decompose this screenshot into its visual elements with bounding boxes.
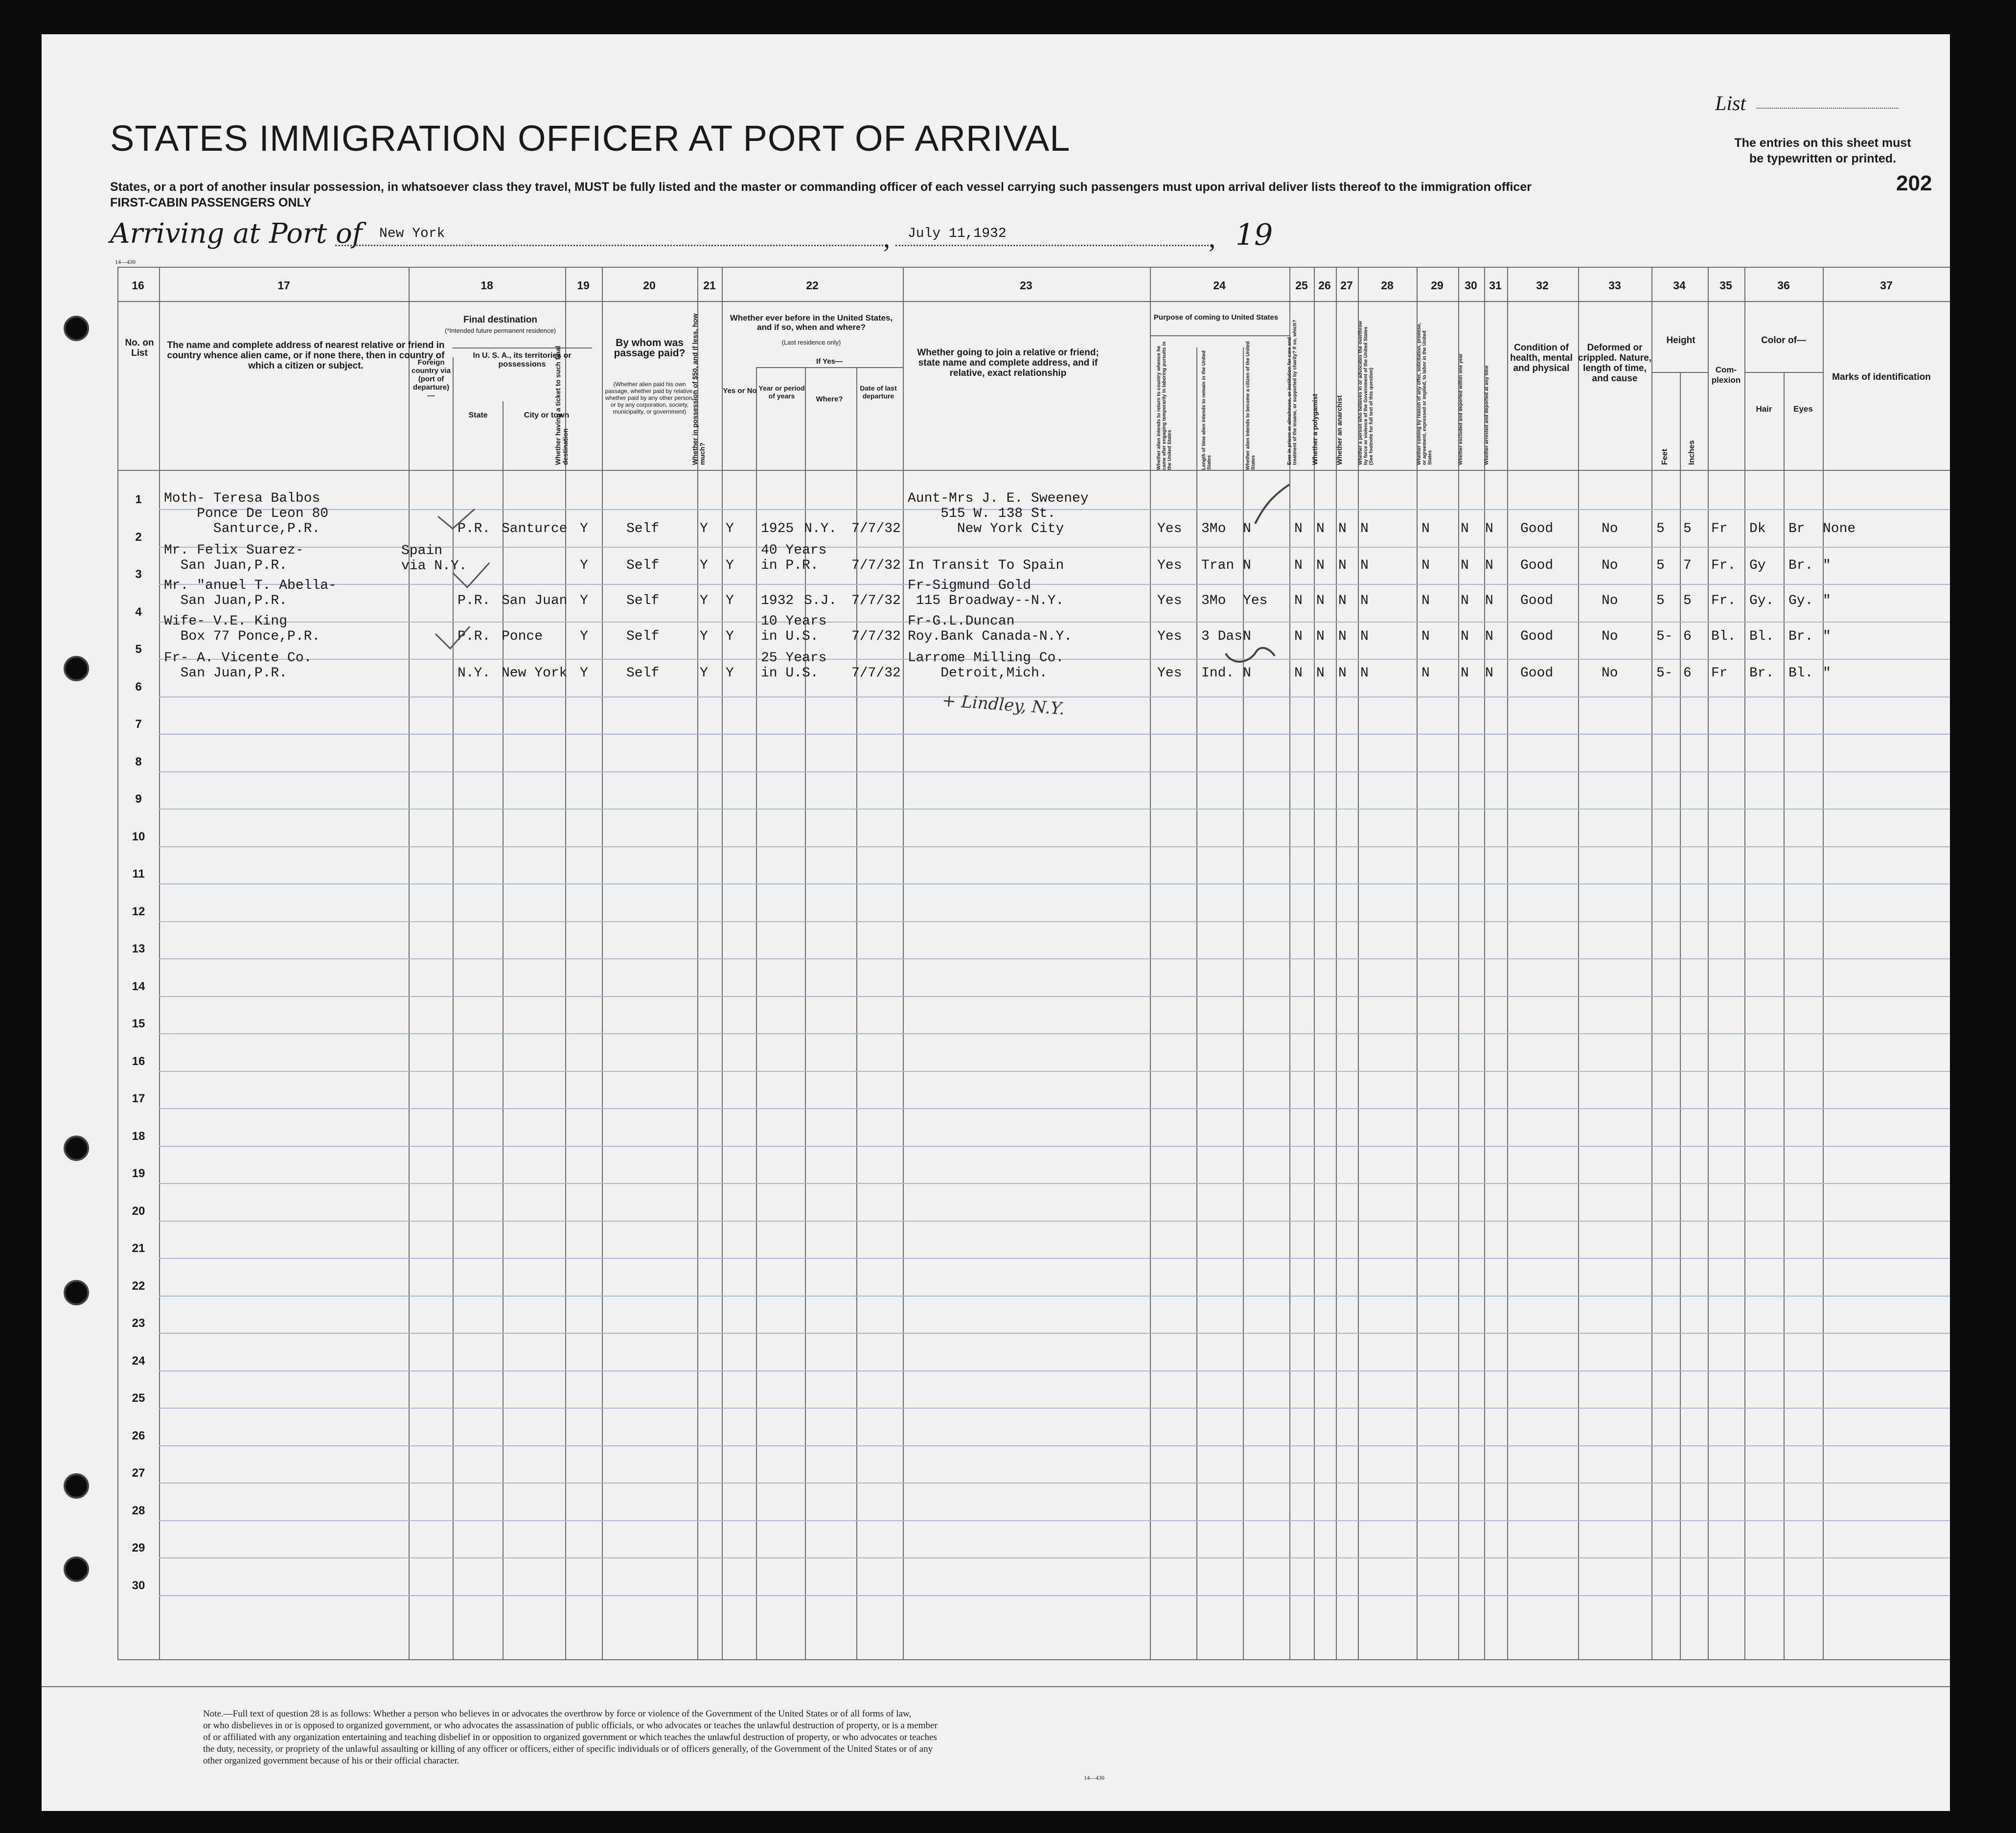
row-number: 4	[135, 605, 142, 619]
col17-header: The name and complete address of nearest relative or friend in country whence alien came, or if none there, then in country of which a citizen or subject.	[167, 340, 445, 371]
purpose-length: 3Mo	[1201, 521, 1226, 536]
deformed: No	[1602, 666, 1618, 681]
handwritten-note: + Lindley, N.Y.	[941, 691, 1066, 719]
anarchist: N	[1338, 593, 1347, 608]
row-rule	[159, 1108, 1950, 1109]
contract-labor: N	[1421, 558, 1430, 573]
row-rule	[159, 996, 1950, 997]
contract-labor: N	[1421, 666, 1430, 681]
complexion: Fr	[1711, 666, 1728, 681]
last-departure: 7/7/32	[851, 521, 901, 536]
column-number: 29	[1431, 279, 1443, 292]
class-label: FIRST-CABIN PASSENGERS ONLY	[110, 196, 312, 209]
before-year: in U.S.	[761, 666, 819, 681]
punch-hole	[64, 316, 89, 341]
row-rule	[159, 809, 1950, 810]
last-departure: 7/7/32	[851, 629, 901, 644]
col36-title: Color of—	[1761, 335, 1806, 346]
col24-title: Purpose of coming to United States	[1153, 313, 1279, 322]
overthrow: N	[1360, 629, 1369, 644]
col22-year-header: Year or period of years	[758, 384, 805, 400]
health: Good	[1520, 593, 1554, 608]
row-number: 11	[132, 867, 145, 881]
manifest-sheet	[42, 34, 1950, 1811]
excluded: N	[1461, 521, 1469, 536]
money: Y	[700, 629, 708, 644]
row-number: 12	[132, 905, 145, 918]
row-number: 2	[135, 530, 142, 544]
row-number: 5	[135, 643, 142, 656]
row-number: 1	[135, 493, 142, 506]
col22-ifyes: If Yes—	[816, 357, 843, 366]
column-number: 22	[806, 279, 819, 292]
form-number: 14—430	[115, 258, 136, 265]
money: Y	[700, 558, 708, 573]
row-number: 30	[132, 1578, 145, 1592]
eye-color: Bl.	[1788, 666, 1813, 681]
height-inches: 5	[1683, 521, 1692, 536]
height-feet: 5	[1656, 558, 1665, 573]
before-year: 25 Years	[761, 650, 827, 666]
overthrow: N	[1360, 558, 1369, 573]
relative-address: San Juan,P.R.	[164, 593, 288, 608]
punch-hole	[64, 1473, 89, 1499]
col26-header: Whether a polygamist	[1311, 394, 1319, 465]
purpose-citizen: N	[1243, 666, 1251, 681]
year-label: 19	[1236, 218, 1273, 252]
hair-color: Gy.	[1749, 593, 1774, 608]
row-number: 25	[132, 1392, 145, 1405]
column-number: 28	[1381, 279, 1394, 292]
column-number: 33	[1608, 279, 1621, 292]
column-number: 19	[577, 279, 590, 292]
col34-inches-header: Inches	[1688, 440, 1696, 465]
row-rule	[159, 1595, 1950, 1596]
purpose-return: Yes	[1157, 629, 1182, 644]
purpose-return: Yes	[1157, 666, 1182, 681]
col29-header: Whether coming by reason of any offer, solicitation, promise, or agreement, expressed or implied, to labor in the United States	[1417, 323, 1433, 465]
row-number: 7	[135, 718, 142, 731]
foreign-port: via N.Y.	[401, 558, 467, 574]
column-number: 17	[277, 279, 290, 292]
column-number: 24	[1213, 279, 1226, 292]
column-number: 16	[132, 279, 144, 292]
before-where: S.J.	[804, 593, 837, 608]
overthrow: N	[1360, 666, 1369, 681]
column-number: 27	[1340, 279, 1353, 292]
excluded: N	[1461, 593, 1469, 608]
purpose-citizen: N	[1243, 629, 1251, 644]
before-where: N.Y.	[804, 521, 837, 536]
before-year: 40 Years	[761, 543, 827, 558]
col30-header: Whether excluded and deported within one year	[1458, 353, 1464, 465]
row-number: 18	[132, 1129, 145, 1143]
paid-by: Self	[626, 521, 660, 536]
col18-state-header: State	[468, 411, 488, 419]
health: Good	[1520, 521, 1554, 536]
col20-title: By whom was passage paid?	[614, 337, 686, 359]
foreign-port: Spain	[401, 543, 443, 558]
row-number: 28	[132, 1504, 145, 1517]
col22-subtitle: (Last residence only)	[781, 339, 841, 346]
column-number: 18	[481, 279, 493, 292]
row-rule	[159, 1557, 1950, 1558]
health: Good	[1520, 558, 1554, 573]
row-rule	[159, 1071, 1950, 1072]
row-rule	[159, 1445, 1950, 1446]
row-number: 6	[135, 680, 142, 694]
table-bottom-rule	[117, 1659, 1950, 1660]
row-rule	[159, 883, 1950, 884]
dest-city: San Juan	[502, 593, 568, 608]
money: Y	[700, 521, 708, 536]
col22-date-header: Date of last departure	[860, 384, 897, 400]
health: Good	[1520, 629, 1554, 644]
relative-address: Ponce De Leon 80	[164, 506, 329, 521]
list-label: List	[1715, 93, 1746, 115]
col18-city-header: City or town	[524, 411, 570, 419]
row-rule	[159, 1520, 1950, 1521]
row-number: 27	[132, 1466, 145, 1480]
row-number: 19	[132, 1167, 145, 1180]
joining-relative: 515 W. 138 St.	[908, 506, 1056, 521]
col37-header: Marks of identification	[1832, 372, 1931, 382]
col24-return-header: Whether alien intends to return to country whence he came after engaging temporarily in laboring pursuits in the United States	[1156, 341, 1172, 470]
height-inches: 6	[1683, 666, 1692, 681]
col32-header: Condition of health, mental and physical	[1510, 343, 1573, 373]
joining-relative: Roy.Bank Canada-N.Y.	[908, 629, 1073, 644]
dest-city: Ponce	[502, 629, 543, 644]
before-year: 10 Years	[761, 614, 827, 629]
row-number: 10	[132, 830, 145, 843]
deported: N	[1485, 521, 1493, 536]
height-feet: 5	[1656, 593, 1665, 608]
purpose-citizen: N	[1243, 558, 1251, 573]
footnote: Note.—Full text of question 28 is as follows: Whether a person who believes in or advocates the overthrow by force or violence of the Government of the United States or of all forms of law, or who disbelieves in or is opposed to organized government, or who advocates the assassination of public officials, or who advocates or teaches the unlawful destruction of property, or is a member of or affiliated with any organization entertaining and teaching disbelief in or opposition to organized government or which teaches the unlawful destruction of property, or who advocates or teaches the duty, necessity, or propriety of the unlawful assaulting or killing of any officer or officers, either of specific individuals or of officers generally, of the Government of the United States or of any other organized government because of his or their official character.	[203, 1709, 938, 1766]
money: Y	[700, 593, 708, 608]
row-number: 24	[132, 1354, 145, 1368]
column-number: 35	[1719, 279, 1732, 292]
before-yes-no: Y	[726, 558, 734, 573]
row-number: 14	[132, 979, 145, 993]
col20-note: (Whether alien paid his own passage, whether paid by relative, whether paid by any other person, or by any corporation, society, municipality, or government)	[605, 381, 694, 415]
prison: N	[1294, 558, 1303, 573]
paid-by: Self	[626, 593, 660, 608]
punch-hole	[64, 656, 89, 681]
relative-address: Fr- A. Vicente Co.	[164, 650, 312, 666]
row-rule	[159, 958, 1950, 959]
paid-by: Self	[626, 558, 660, 573]
row-number: 15	[132, 1017, 145, 1030]
date-value: July 11,1932	[908, 226, 1007, 241]
col19-header: Whether having a ticket to such final destination	[554, 346, 569, 465]
complexion: Bl.	[1711, 629, 1736, 644]
row-rule	[159, 1483, 1950, 1484]
paid-by: Self	[626, 629, 660, 644]
row-rule	[159, 1370, 1950, 1371]
col36-hair-header: Hair	[1756, 404, 1772, 414]
joining-relative: Aunt-Mrs J. E. Sweeney	[908, 491, 1089, 506]
contract-labor: N	[1421, 521, 1430, 536]
deformed: No	[1602, 521, 1618, 536]
deported: N	[1485, 558, 1493, 573]
dest-city: Santurce	[502, 521, 568, 536]
column-number: 23	[1020, 279, 1032, 292]
row-rule	[159, 1333, 1950, 1334]
anarchist: N	[1338, 666, 1347, 681]
marks-identification: None	[1823, 521, 1856, 536]
footer-divider	[42, 1686, 1950, 1687]
paid-by: Self	[626, 666, 660, 681]
deformed: No	[1602, 558, 1618, 573]
col18-title: Final destination	[463, 315, 537, 325]
column-number: 21	[703, 279, 716, 292]
marks-identification: "	[1823, 629, 1831, 644]
row-rule	[159, 1296, 1950, 1297]
col28-header: Whether a person who believes in or advocates the overthrow by force or violence of the Government of the United States (See footnote for full text of this question)	[1358, 321, 1374, 465]
purpose-return: Yes	[1157, 521, 1182, 536]
ticket: Y	[580, 629, 588, 644]
before-year: in P.R.	[761, 558, 819, 573]
marks-identification: "	[1823, 593, 1831, 608]
row-number: 13	[132, 942, 145, 955]
anarchist: N	[1338, 521, 1347, 536]
deformed: No	[1602, 629, 1618, 644]
before-year: in U.S.	[761, 629, 819, 644]
row-rule	[159, 1146, 1950, 1147]
instruction-text: States, or a port of another insular possession, in whatsoever class they travel, MUST be fully listed and the master or commanding officer of each vessel carrying such passengers must upon arrival deliver lists thereof to the immigration officer	[110, 180, 1532, 194]
port-value: New York	[379, 226, 445, 241]
last-departure: 7/7/32	[851, 666, 901, 681]
money: Y	[700, 666, 708, 681]
column-number: 32	[1536, 279, 1549, 292]
purpose-length: 3 Das	[1201, 629, 1243, 644]
prison: N	[1294, 629, 1303, 644]
punch-hole	[64, 1280, 89, 1305]
col31-header: Whether arrested and deported at any time	[1484, 365, 1489, 465]
comma-2: ,	[1209, 223, 1215, 254]
column-number: 36	[1777, 279, 1790, 292]
page-number: 202	[1896, 171, 1932, 195]
col36-eyes-header: Eyes	[1793, 404, 1813, 414]
relative-address: San Juan,P.R.	[164, 558, 288, 573]
marks-identification: "	[1823, 666, 1831, 681]
col22-where-header: Where?	[816, 395, 843, 403]
ticket: Y	[580, 558, 588, 573]
before-year: 1932	[761, 593, 794, 608]
hair-color: Br.	[1749, 666, 1774, 681]
row-number: 26	[132, 1429, 145, 1442]
joining-relative: Detroit,Mich.	[908, 666, 1048, 681]
height-inches: 6	[1683, 629, 1692, 644]
before-year: 1925	[761, 521, 794, 536]
dest-city: New York	[502, 666, 568, 681]
purpose-return: Yes	[1157, 558, 1182, 573]
column-number: 26	[1318, 279, 1331, 292]
complexion: Fr.	[1711, 593, 1736, 608]
relative-address: Santurce,P.R.	[164, 521, 321, 536]
dest-state: P.R.	[458, 593, 491, 608]
relative-address: Box 77 Ponce,P.R.	[164, 629, 321, 644]
col34-feet-header: Feet	[1661, 449, 1669, 465]
dest-state: P.R.	[458, 629, 491, 644]
marks-identification: "	[1823, 558, 1831, 573]
comma-1: ,	[883, 223, 890, 254]
col33-header: Deformed or crippled. Nature, length of time, and cause	[1578, 343, 1651, 384]
joining-relative: Fr-Sigmund Gold	[908, 578, 1031, 593]
prison: N	[1294, 593, 1303, 608]
col21-header: Whether in possession of $50, and if less, how much?	[691, 313, 706, 465]
column-number: 30	[1465, 279, 1477, 292]
row-rule	[159, 1033, 1950, 1034]
hair-color: Dk	[1749, 521, 1766, 536]
ticket: Y	[580, 593, 588, 608]
arriving-label: Arriving at Port of	[110, 218, 363, 250]
relative-address: Wife- V.E. King	[164, 614, 288, 629]
overthrow: N	[1360, 593, 1369, 608]
complexion: Fr	[1711, 521, 1728, 536]
row-number: 23	[132, 1317, 145, 1330]
last-departure: 7/7/32	[851, 558, 901, 573]
joining-relative: Larrome Milling Co.	[908, 650, 1064, 666]
row-number: 3	[135, 568, 142, 581]
pencil-checkmarks	[42, 34, 1950, 744]
col18-subtitle: (*Intended future permanent residence)	[445, 327, 556, 334]
polygamist: N	[1316, 593, 1325, 608]
height-inches: 7	[1683, 558, 1692, 573]
prison: N	[1294, 666, 1303, 681]
column-number: 34	[1673, 279, 1686, 292]
hair-color: Gy	[1749, 558, 1766, 573]
col22-yesno-header: Yes or No	[723, 387, 757, 395]
column-number: 31	[1489, 279, 1502, 292]
col22-title: Whether ever before in the United States, and if so, when and where?	[730, 313, 893, 332]
prison: N	[1294, 521, 1303, 536]
relative-address: Moth- Teresa Balbos	[164, 491, 321, 506]
excluded: N	[1461, 666, 1469, 681]
typewritten-note: The entries on this sheet must be typewritten or printed.	[1734, 136, 1911, 165]
row-rule	[159, 771, 1950, 772]
purpose-length: Ind.	[1201, 666, 1235, 681]
col18-usa-header: In U. S. A., its territories or possessions	[473, 351, 572, 369]
purpose-length: Tran	[1201, 558, 1235, 573]
col24-length-header: Length of time alien intends to remain in the United States	[1201, 350, 1212, 470]
row-rule	[159, 921, 1950, 922]
ticket: Y	[580, 666, 588, 681]
excluded: N	[1461, 629, 1469, 644]
column-number: 37	[1880, 279, 1893, 292]
eye-color: Br.	[1788, 558, 1813, 573]
height-inches: 5	[1683, 593, 1692, 608]
col34-title: Height	[1666, 335, 1695, 346]
row-number: 9	[135, 792, 142, 806]
dest-state: P.R.	[458, 521, 491, 536]
col27-header: Whether an anarchist	[1335, 395, 1343, 465]
row-number: 16	[132, 1054, 145, 1068]
page-title: STATES IMMIGRATION OFFICER AT PORT OF ARRIVAL	[110, 118, 1071, 159]
health: Good	[1520, 666, 1554, 681]
row-number: 21	[132, 1242, 145, 1255]
dest-state: N.Y.	[458, 666, 491, 681]
complexion: Fr.	[1711, 558, 1736, 573]
row-number: 20	[132, 1204, 145, 1218]
col24-citizen-header: Whether alien intends to become a citizen of the United States	[1245, 341, 1256, 470]
eye-color: Br.	[1788, 629, 1813, 644]
purpose-length: 3Mo	[1201, 593, 1226, 608]
punch-hole	[64, 1136, 89, 1161]
joining-relative: New York City	[908, 521, 1064, 536]
contract-labor: N	[1421, 593, 1430, 608]
height-feet: 5-	[1656, 666, 1673, 681]
row-rule	[159, 846, 1950, 847]
col23-header: Whether going to join a relative or friend; state name and complete address, and if relative, exact relationship	[917, 348, 1099, 378]
col18-foreign-header: Foreign country via (port of departure)—	[411, 358, 451, 400]
joining-relative: Fr-G.L.Duncan	[908, 614, 1015, 629]
row-rule	[159, 1408, 1950, 1409]
contract-labor: N	[1421, 629, 1430, 644]
polygamist: N	[1316, 666, 1325, 681]
anarchist: N	[1338, 629, 1347, 644]
polygamist: N	[1316, 521, 1325, 536]
last-departure: 7/7/32	[851, 593, 901, 608]
footnote-form-number: 14—430	[1084, 1774, 1104, 1781]
column-number: 25	[1295, 279, 1308, 292]
relative-address: San Juan,P.R.	[164, 666, 288, 681]
before-yes-no: Y	[726, 666, 734, 681]
relative-address: Mr. Felix Suarez-	[164, 543, 304, 558]
anarchist: N	[1338, 558, 1347, 573]
col35-header: Com-plexion	[1711, 365, 1741, 385]
purpose-return: Yes	[1157, 593, 1182, 608]
height-feet: 5-	[1656, 629, 1673, 644]
row-rule	[159, 1221, 1950, 1222]
row-rule	[159, 1183, 1950, 1184]
overthrow: N	[1360, 521, 1369, 536]
eye-color: Gy.	[1788, 593, 1813, 608]
before-yes-no: Y	[726, 593, 734, 608]
col16-header: No. on List	[125, 338, 154, 358]
column-number: 20	[643, 279, 656, 292]
relative-address: Mr. "anuel T. Abella-	[164, 578, 337, 593]
row-number: 29	[132, 1541, 145, 1555]
row-rule	[159, 1258, 1950, 1259]
excluded: N	[1461, 558, 1469, 573]
deported: N	[1485, 629, 1493, 644]
deported: N	[1485, 593, 1493, 608]
col25-header: Ever in prison or almshouse, or institution for care and treatment of the insane, or supported by charity? If so, which?	[1287, 320, 1298, 465]
row-number: 22	[132, 1279, 145, 1293]
deported: N	[1485, 666, 1493, 681]
purpose-citizen: N	[1243, 521, 1251, 536]
before-yes-no: Y	[726, 521, 734, 536]
deformed: No	[1602, 593, 1618, 608]
row-number: 8	[135, 755, 142, 768]
purpose-citizen: Yes	[1243, 593, 1268, 608]
polygamist: N	[1316, 558, 1325, 573]
joining-relative: In Transit To Spain	[908, 558, 1064, 573]
hair-color: Bl.	[1749, 629, 1774, 644]
polygamist: N	[1316, 629, 1325, 644]
row-number: 17	[132, 1092, 145, 1105]
joining-relative: 115 Broadway--N.Y.	[908, 593, 1064, 608]
height-feet: 5	[1656, 521, 1665, 536]
before-yes-no: Y	[726, 629, 734, 644]
punch-hole	[64, 1556, 89, 1582]
eye-color: Br	[1788, 521, 1805, 536]
ticket: Y	[580, 521, 588, 536]
